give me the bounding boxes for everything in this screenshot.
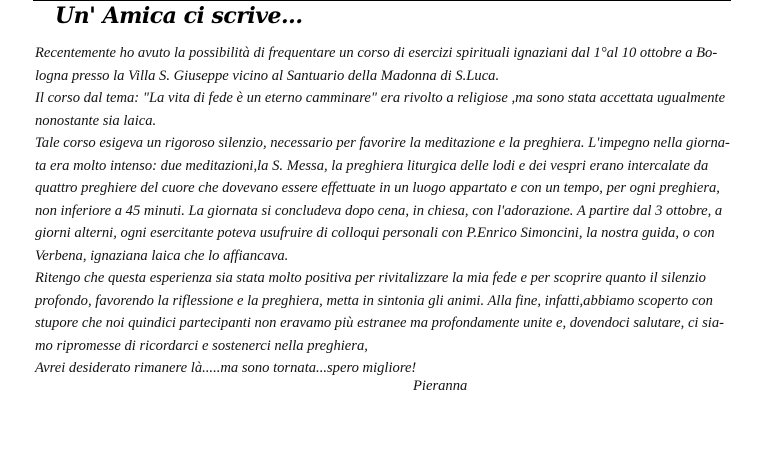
article-line: quattro preghiere del cuore che dovevano essere effettuate in un luogo appartato e con un tempo, per ogni preghiera,	[35, 180, 720, 196]
article-line: nonostante sia laica.	[35, 112, 157, 129]
article-body	[35, 42, 735, 380]
article-line: ta era molto intenso: due meditazioni,la S. Messa, la preghiera liturgica delle lodi e dei vespri erano intercalate da	[35, 157, 709, 174]
article-line: logna presso la Villa S. Giuseppe vicino al Santuario della Madonna di S.Luca.	[35, 67, 500, 84]
article-line: non inferiore a 45 minuti. La giornata si concludeva dopo cena, in chiesa, con l'adorazione. A partire dal 3 ottobre, a	[35, 202, 723, 219]
article-line: profondo, favorendo la riflessione e la preghiera, metta in sintonia gli animi. Alla fine, infatti,abbiamo scoperto con	[35, 292, 713, 309]
article-line: giorni alterni, ogni esercitante poteva usufruire di colloqui personali con P.Enrico Simoncini, la nostra guida, o con	[35, 225, 715, 241]
article-title: Un' Amica ci scrive...	[55, 3, 303, 29]
article-line: Verbena, ignaziana laica che lo affiancava.	[35, 247, 289, 264]
article-line: Il corso dal tema: "La vita di fede è un eterno camminare" era rivolto a religiose ,ma sono stata accettata ugualmente	[35, 90, 726, 106]
article-line: Tale corso esigeva un rigoroso silenzio, necessario per favorire la meditazione e la preghiera. L'impegno nella giorna-	[35, 135, 730, 151]
article-line: Avrei desiderato rimanere là.....ma sono tornata...spero migliore!	[35, 360, 417, 376]
author-signature: Pieranna	[413, 378, 468, 394]
top-divider	[33, 0, 731, 1]
article-line: Recentemente ho avuto la possibilità di frequentare un corso di esercizi spirituali ignaziani dal 1°al 10 ottobre a Bo-	[35, 45, 718, 61]
article-line: Ritengo che questa esperienza sia stata molto positiva per rivitalizzare la mia fede e per scoprire quanto il silenzio	[35, 270, 706, 286]
article-line: stupore che noi quindici partecipanti non eravamo più estranee ma profondamente unite e, dovendoci salutare, ci sia-	[35, 315, 725, 331]
article-line: mo ripromesse di ricordarci e sostenerci nella preghiera,	[35, 337, 368, 354]
